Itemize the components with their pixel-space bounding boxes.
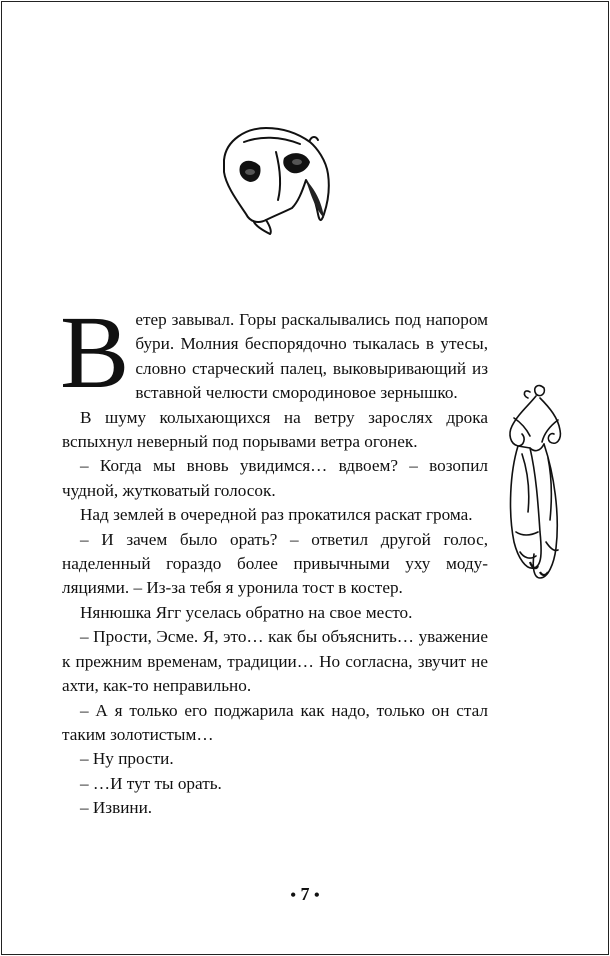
paragraph: – Когда мы вновь увидимся… вдвоем? – возопил чудной, жутковатый голосок. [62,456,488,500]
paragraph: Над землей в очередной раз прокатился раскат грома. [80,505,473,525]
bird-skull-illustration [214,122,334,237]
skull-ridge [276,152,280,200]
paragraph: Нянюшка Ягг уселась обратно на свое место. [80,602,413,622]
skull-outline [224,128,329,222]
shoe-right [533,444,557,578]
shoe-left [511,446,542,568]
ribbon-loop-top [535,386,545,396]
skull-top-tuft [310,137,318,140]
beak [306,180,324,218]
paragraph: – …И тут ты орать. [80,773,222,793]
paragraph: – Прости, Эсме. Я, это… как бы объяснить… уважение к прежним временам, традиции… Но согласна, звучит не ахти, как-то неправильно. [62,627,488,696]
book-page [1,1,609,955]
paragraph: Ветер завывал. Горы раскалывались под напором бури. Молния беспорядочно тыкалась в утесы, словно старческий палец, выковыривающий из вставной челюсти смородиновое зернышко. [60,295,488,410]
page-bullet-left: • [290,887,296,904]
paragraph: – Ну прости. [80,749,174,769]
page-number [2,884,608,905]
paragraph: – А я только его поджарила как надо, только он стал таким золотистым… [62,700,488,744]
page-number-value: 7 [300,884,310,904]
drop-cap: В [60,295,130,410]
paragraph: В шуму колыхающихся на ветру зарослях дрока вспыхнул неверный под порывами ветра огонек. [62,407,488,452]
ribbon-left [510,396,536,446]
page-bullet-right: • [314,887,320,904]
ballet-shoes-illustration [500,382,570,587]
paragraph: – Извини. [80,798,153,818]
paragraph: – И зачем было орать? – ответил другой голос, наделенный гораздо более привычными уху модуляциями. – Из-за тебя я уронила тост в костер. [62,529,488,598]
story-text [60,295,488,821]
skull-brow [244,138,300,144]
